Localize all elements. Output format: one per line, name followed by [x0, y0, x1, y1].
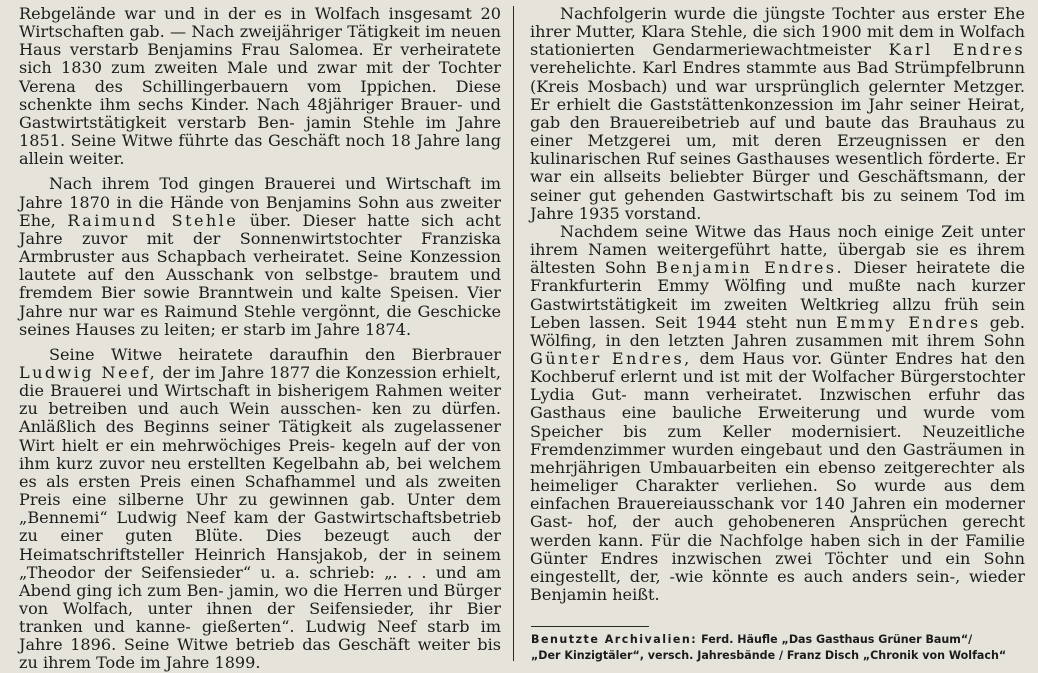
text-run: hof, der auch gehobeneren Ansprüchen gerecht werden kann. Für die Nachfolge haben sich in der Familie Günter Endres inzwischen zwei Töchter und ein Sohn eingestellt, der, -wie könnte es auch anders sein-, wieder Benjamin heißt. [530, 512, 1026, 604]
text-run: ken zu dürfen. Anläßlich des Beginns seiner Tätigkeit als zugelassener Wirt hielt er ein mehrwöchiges Preis- [19, 399, 502, 455]
text-run: geb. Wölfing, in den letzten Jahren zusammen mit ihrem Sohn [530, 312, 1025, 350]
text-run: gießerten“. Ludwig Neef starb im Jahre 1896. Seine Witwe betrieb das Geschäft weiter bis zu ihrem Tode im Jahre 1899. [19, 617, 501, 673]
spaced-name: Günter Endres, [530, 348, 692, 368]
sources-text: Ferd. Häufle „Das Gasthaus Grüner Baum“/ [701, 633, 973, 646]
sources-line-1 [531, 632, 1026, 648]
sources-footnote [531, 632, 1026, 664]
spaced-name: Karl Endres [888, 40, 1025, 60]
paragraph [19, 5, 501, 168]
paragraph [19, 346, 501, 673]
text-run: Nach ihrem Tod gingen Brauerei und Wirtschaft im Jahre 1870 in die Hände von Benjamins Sohn aus zweiter Ehe, [19, 174, 501, 230]
text-run: Nachdem seine Witwe das Haus noch einige Zeit unter ihrem Namen weitergeführt hatte, übergab sie es ihrem ältesten Sohn [530, 221, 1025, 278]
footnote-rule [531, 626, 649, 627]
sources-label: Benutzte Archivalien: [531, 633, 698, 646]
spaced-name: Ludwig Neef, [19, 362, 158, 382]
text-run: Dieser heiratete die Frankfurterin Emmy Wölfing und mußte nach kurzer Gastwirtstätigkeit im zweiten Weltkrieg allzu früh sein Leben lassen. Seit 1944 steht nun [530, 258, 1025, 332]
text-run: Rebgelände war und in der es in Wolfach insgesamt 20 Wirtschaften gab. — Nach zweijähriger Tätigkeit im neuen Haus verstarb Benjamins Frau Salomea. Er verheiratete sich 1830 zum zweiten Male und zwar mit der Tochter Verena des Schillingerbauern vom Ippichen. Diese schenkte ihm sechs Kinder. Nach 48jähriger Brauer- und Gastwirtstätigkeit verstarb Ben- [19, 4, 501, 132]
sources-text: „Der Kinzigtäler“, versch. Jahresbände / Franz Disch „Chronik von Wolfach“ [531, 649, 1007, 662]
paragraph [530, 5, 1025, 223]
text-run: kegeln auf der von ihm kurz zuvor neu erstellten Kegelbahn ab, bei welchem es als ersten Preis einen Schafhammel und als zweiten Preis eine silberne Uhr zu gewinnen gab. Unter dem „Bennemi“ Ludwig Neef kam der Gastwirtschaftsbetrieb zu einer guten Blüte. Dies bezeugt auch der Heimatschriftsteller Heinrich Hansjakob, der in seinem „Theodor der Seifensieder“ u. a. schrieb: „. . . und am Abend ging ich zum Ben- [19, 435, 501, 600]
spaced-name: Raimund Stehle [67, 210, 239, 230]
text-run: verehelichte. Karl Endres stammte aus Bad Strümpfelbrunn (Kreis Mosbach) und war ursprünglich gelernter Metzger. Er erhielt die Gaststättenkonzession im Jahr seiner Heirat, gab den Brauereibetrieb auf und baute das Brauhaus zu einer Metzgerei um, mit deren Erzeugnissen er den kulinarischen Ruf seines Gasthauses wesentlich förderte. Er war ein allseits beliebter Bürger und Geschäftsmann, der seiner gut gehenden Gastwirtschaft bis zu seinem Tod im Jahre 1935 vorstand. [530, 58, 1025, 223]
right-column [530, 5, 1025, 604]
text-run: der im Jahre 1877 die Konzession erhielt, die Brauerei und Wirtschaft in bisherigem Rahmen weiter zu betreiben und auch Wein ausschen- [19, 362, 501, 419]
left-column [19, 5, 501, 673]
text-run: dem Haus vor. Günter Endres hat den Kochberuf erlernt und ist mit der Wolfacher Bürgerstochter Lydia Gut- [530, 348, 1026, 405]
text-run: Nachfolgerin wurde die jüngste Tochter aus erster Ehe ihrer Mutter, Klara Stehle, die sich 1900 mit dem in Wolfach stationierten Gendarmeriewachtmeister [530, 4, 1025, 60]
spaced-name: Emmy Endres [836, 312, 981, 332]
text-run: jamin Stehle im Jahre 1851. Seine Witwe führte das Geschäft noch 18 Jahre lang allein weiter. [19, 112, 502, 169]
paragraph [19, 175, 501, 338]
text-run: jamin, wo die Herren und Bürger von Wolfach, unter ihnen der Seifensieder, ihr Bier tranken und kanne- [19, 580, 501, 637]
text-run: Seine Witwe heiratete daraufhin den Bierbrauer [49, 344, 501, 364]
text-run: brautem und fremdem Bier sowie Branntwein und kalte Speisen. Vier Jahre nur war es Raimund Stehle vergönnt, die Geschicke seines Hauses zu leiten; er starb im Jahre 1874. [19, 265, 501, 339]
spaced-name: Benjamin Endres. [655, 258, 844, 278]
text-run: mann verheiratet. Inzwischen erfuhr das Gasthaus eine bauliche Erweiterung und wurde vom Speicher bis zum Keller modernisiert. Neuzeitliche Fremdenzimmer wurden eingebaut und den Gasträumen in mehrjährigen Umbauarbeiten ein ebenso zeitgerechter als heimeliger Charakter verliehen. So wurde aus dem einfachen Brauereiausschank vor 140 Jahren ein moderner Gast- [530, 385, 1025, 532]
paragraph [530, 223, 1025, 604]
column-divider [513, 6, 514, 661]
sources-line-2 [531, 648, 1026, 664]
text-run: über. Dieser hatte sich acht Jahre zuvor mit der Sonnenwirtstochter Franziska Armbruster aus Schapbach verheiratet. Seine Konzession lautete auf den Ausschank von selbstge- [19, 210, 501, 285]
